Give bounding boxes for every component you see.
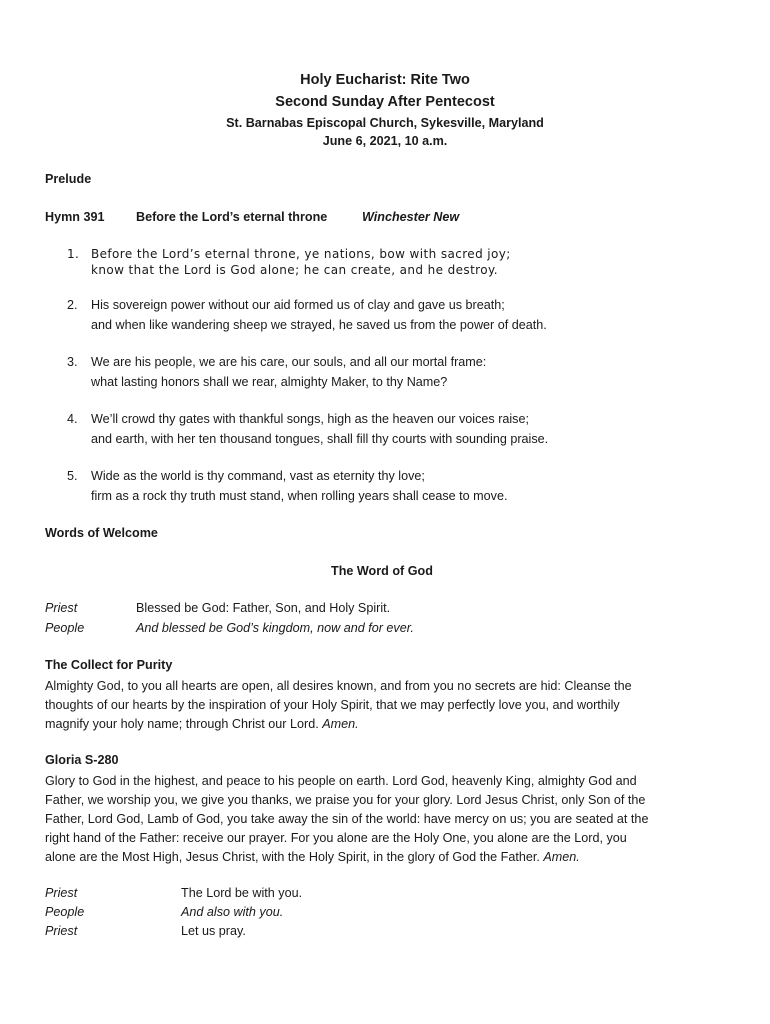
role-priest: Priest bbox=[45, 601, 78, 615]
verse-number: 4. bbox=[67, 412, 78, 426]
text-line: Father, we worship you, we give you thanks, we praise you for your glory. Lord Jesus Christ, only Son of the bbox=[45, 793, 646, 807]
verse-line: what lasting honors shall we rear, almighty Maker, to thy Name? bbox=[91, 375, 448, 389]
dialogue-line: Let us pray. bbox=[181, 924, 246, 938]
gloria-text bbox=[45, 772, 725, 867]
verse-line: We are his people, we are his care, our souls, and all our mortal frame: bbox=[91, 355, 487, 369]
verse-number: 3. bbox=[67, 355, 78, 369]
prelude-heading: Prelude bbox=[45, 172, 92, 186]
hymn-tune: Winchester New bbox=[362, 210, 460, 224]
verse-line: know that the Lord is God alone; he can create, and he destroy. bbox=[91, 263, 498, 277]
dialogue-line: Blessed be God: Father, Son, and Holy Spirit. bbox=[136, 601, 391, 615]
collect-text bbox=[45, 677, 725, 734]
verse-number: 1. bbox=[67, 247, 80, 261]
dialogue-line: And blessed be God’s kingdom, now and for ever. bbox=[136, 621, 414, 635]
role-priest: Priest bbox=[45, 886, 78, 900]
dialogue-line: The Lord be with you. bbox=[181, 886, 303, 900]
verse-line: and earth, with her ten thousand tongues, shall fill thy courts with sounding praise. bbox=[91, 432, 549, 446]
word-of-god-heading: The Word of God bbox=[331, 564, 433, 578]
collect-heading: The Collect for Purity bbox=[45, 658, 173, 672]
page-subtitle: Second Sunday After Pentecost bbox=[275, 94, 495, 110]
text-segment: magnify your holy name; through Christ our Lord. bbox=[45, 717, 319, 731]
text-line bbox=[45, 715, 725, 734]
text-line bbox=[45, 848, 725, 867]
text-line: right hand of the Father: receive our prayer. For you alone are the Holy One, you alone are the Lord, you bbox=[45, 831, 627, 845]
welcome-heading: Words of Welcome bbox=[45, 526, 158, 540]
amen: Amen. bbox=[543, 850, 580, 864]
role-priest: Priest bbox=[45, 924, 78, 938]
verse-line: and when like wandering sheep we strayed, he saved us from the power of death. bbox=[91, 318, 547, 332]
text-line: thoughts of our hearts by the inspiration of your Holy Spirit, that we may perfectly love you, and worthily bbox=[45, 698, 620, 712]
hymn-number: Hymn 391 bbox=[45, 210, 105, 224]
text-line: Glory to God in the highest, and peace to his people on earth. Lord God, heavenly King, almighty God and bbox=[45, 774, 637, 788]
text-segment: alone are the Most High, Jesus Christ, with the Holy Spirit, in the glory of God the Father. bbox=[45, 850, 540, 864]
text-line: Father, Lord God, Lamb of God, you take away the sin of the world: have mercy on us; you are seated at the bbox=[45, 812, 649, 826]
verse-number: 5. bbox=[67, 469, 78, 483]
amen: Amen. bbox=[322, 717, 359, 731]
verse-line: We’ll crowd thy gates with thankful songs, high as the heaven our voices raise; bbox=[91, 412, 529, 426]
verse-number: 2. bbox=[67, 298, 78, 312]
page-title: Holy Eucharist: Rite Two bbox=[300, 72, 470, 88]
gloria-heading: Gloria S-280 bbox=[45, 753, 119, 767]
verse-line: His sovereign power without our aid formed us of clay and gave us breath; bbox=[91, 298, 505, 312]
dialogue-line: And also with you. bbox=[181, 905, 284, 919]
service-date: June 6, 2021, 10 a.m. bbox=[322, 134, 448, 148]
verse-line: Before the Lord’s eternal throne, ye nations, bow with sacred joy; bbox=[91, 247, 511, 261]
church-name: St. Barnabas Episcopal Church, Sykesville, Maryland bbox=[226, 116, 544, 130]
role-people: People bbox=[45, 621, 85, 635]
role-people: People bbox=[45, 905, 85, 919]
verse-line: Wide as the world is thy command, vast as eternity thy love; bbox=[91, 469, 425, 483]
text-line: Almighty God, to you all hearts are open, all desires known, and from you no secrets are hid: Cleanse the bbox=[45, 679, 632, 693]
hymn-title: Before the Lord’s eternal throne bbox=[136, 210, 328, 224]
verse-line: firm as a rock thy truth must stand, when rolling years shall cease to move. bbox=[91, 489, 508, 503]
